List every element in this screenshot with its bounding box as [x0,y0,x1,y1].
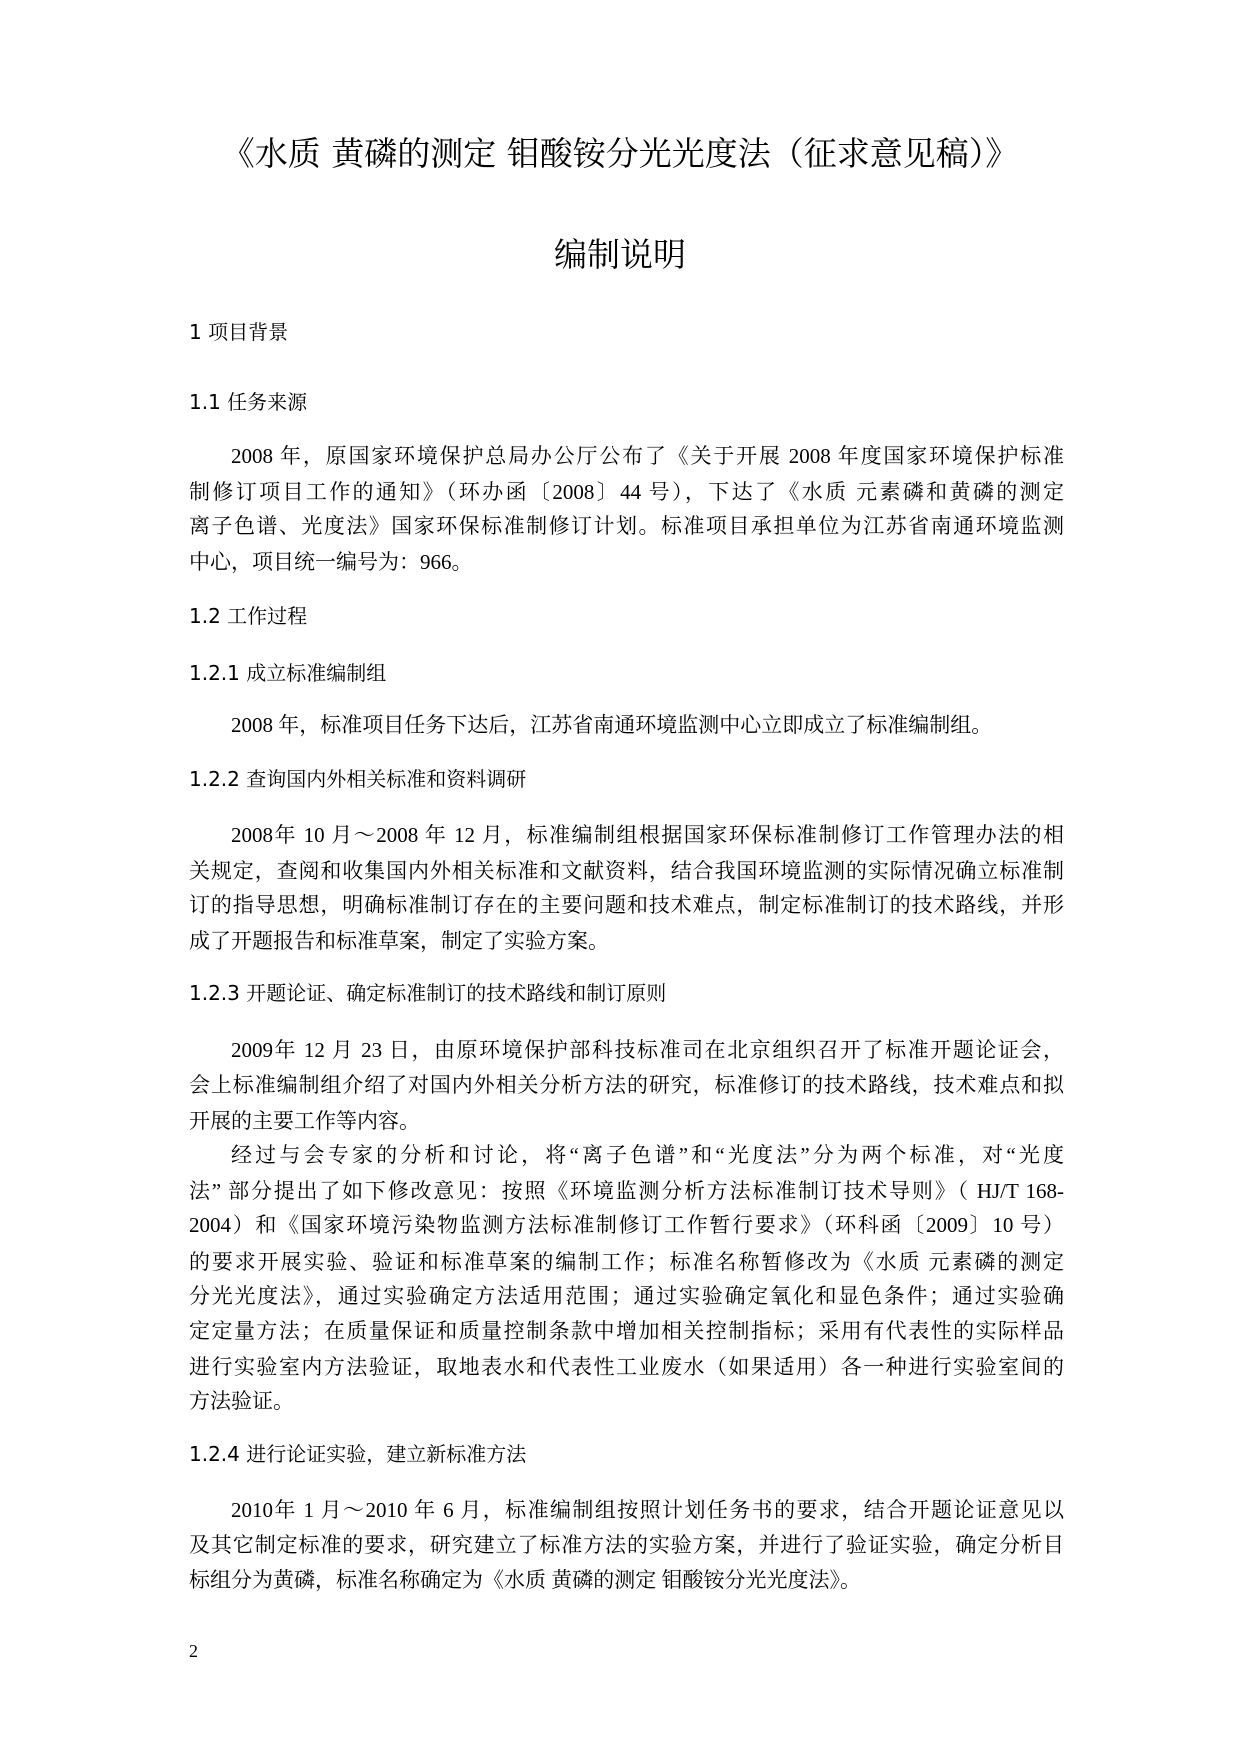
section-heading: 1.2.4 进行论证实验，建立新标准方法 [189,1442,527,1466]
paragraph-line: 进行实验室内方法验证，取地表水和代表性工业废水（如果适用）各一种进行实验室间的 [189,1355,1064,1379]
paragraph-line: 离子色谱、光度法》国家环保标准制修订计划。标准项目承担单位为江苏省南通环境监测 [189,514,1064,538]
paragraph-line: 经过与会专家的分析和讨论，将“离子色谱”和“光度法”分为两个标准，对“光度 [231,1143,1064,1167]
paragraph-line: 方法验证。 [189,1389,294,1413]
paragraph-line: 2008 年，原国家环境保护总局办公厅公布了《关于开展 2008 年度国家环境保护标准 [231,444,1064,468]
section-heading: 1 项目背景 [189,320,289,344]
paragraph-line: 2008年 10 月～2008 年 12 月，标准编制组根据国家环保标准制修订工作管理办法的相 [231,823,1064,847]
page-number: 2 [189,1641,198,1661]
section-heading: 1.2 工作过程 [189,604,308,628]
paragraph-line: 法” 部分提出了如下修改意见：按照《环境监测分析方法标准制订技术导则》（ HJ/T 168- [189,1179,1064,1203]
paragraph-line: 2008 年，标准项目任务下达后，江苏省南通环境监测中心立即成立了标准编制组。 [231,713,993,737]
document-title: 《水质 黄磷的测定 钼酸铵分光光度法（征求意见稿）》 [221,134,1019,173]
paragraph-line: 及其它制定标准的要求，研究建立了标准方法的实验方案，并进行了验证实验，确定分析目 [189,1533,1064,1557]
paragraph-line: 2009年 12 月 23 日，由原环境保护部科技标准司在北京组织召开了标准开题论证会， [231,1038,1064,1062]
paragraph-line: 会上标准编制组介绍了对国内外相关分析方法的研究，标准修订的技术路线，技术难点和拟 [189,1073,1064,1097]
paragraph-line: 标组分为黄磷，标准名称确定为《水质 黄磷的测定 钼酸铵分光光度法》。 [189,1568,861,1592]
section-heading: 1.2.3 开题论证、确定标准制订的技术路线和制订原则 [189,981,667,1005]
paragraph-line: 订的指导思想，明确标准制订存在的主要问题和技术难点，制定标准制订的技术路线，并形 [189,893,1064,917]
paragraph-line: 关规定，查阅和收集国内外相关标准和文献资料，结合我国环境监测的实际情况确立标准制 [189,859,1064,883]
paragraph-line: 定定量方法；在质量保证和质量控制条款中增加相关控制指标；采用有代表性的实际样品 [189,1319,1064,1343]
paragraph-line: 中心，项目统一编号为：966。 [189,550,473,574]
paragraph-line: 开展的主要工作等内容。 [189,1109,420,1133]
document-subtitle: 编制说明 [554,235,686,274]
section-heading: 1.2.2 查询国内外相关标准和资料调研 [189,767,527,791]
paragraph-line: 成了开题报告和标准草案，制定了实验方案。 [189,929,609,953]
paragraph-line: 2010年 1 月～2010 年 6 月，标准编制组按照计划任务书的要求，结合开题论证意见以 [231,1498,1064,1522]
section-heading: 1.2.1 成立标准编制组 [189,661,387,685]
paragraph-line: 的要求开展实验、验证和标准草案的编制工作；标准名称暂修改为《水质 元素磷的测定 [189,1250,1064,1274]
paragraph-line: 制修订项目工作的通知》（环办函〔2008〕44 号），下达了《水质 元素磷和黄磷的测定 [189,480,1064,504]
paragraph-line: 2004）和《国家环境污染物监测方法标准制修订工作暂行要求》（环科函〔2009〕10 号） [189,1213,1064,1237]
section-heading: 1.1 任务来源 [189,390,308,414]
paragraph-line: 分光光度法》，通过实验确定方法适用范围；通过实验确定氧化和显色条件；通过实验确 [189,1284,1064,1308]
